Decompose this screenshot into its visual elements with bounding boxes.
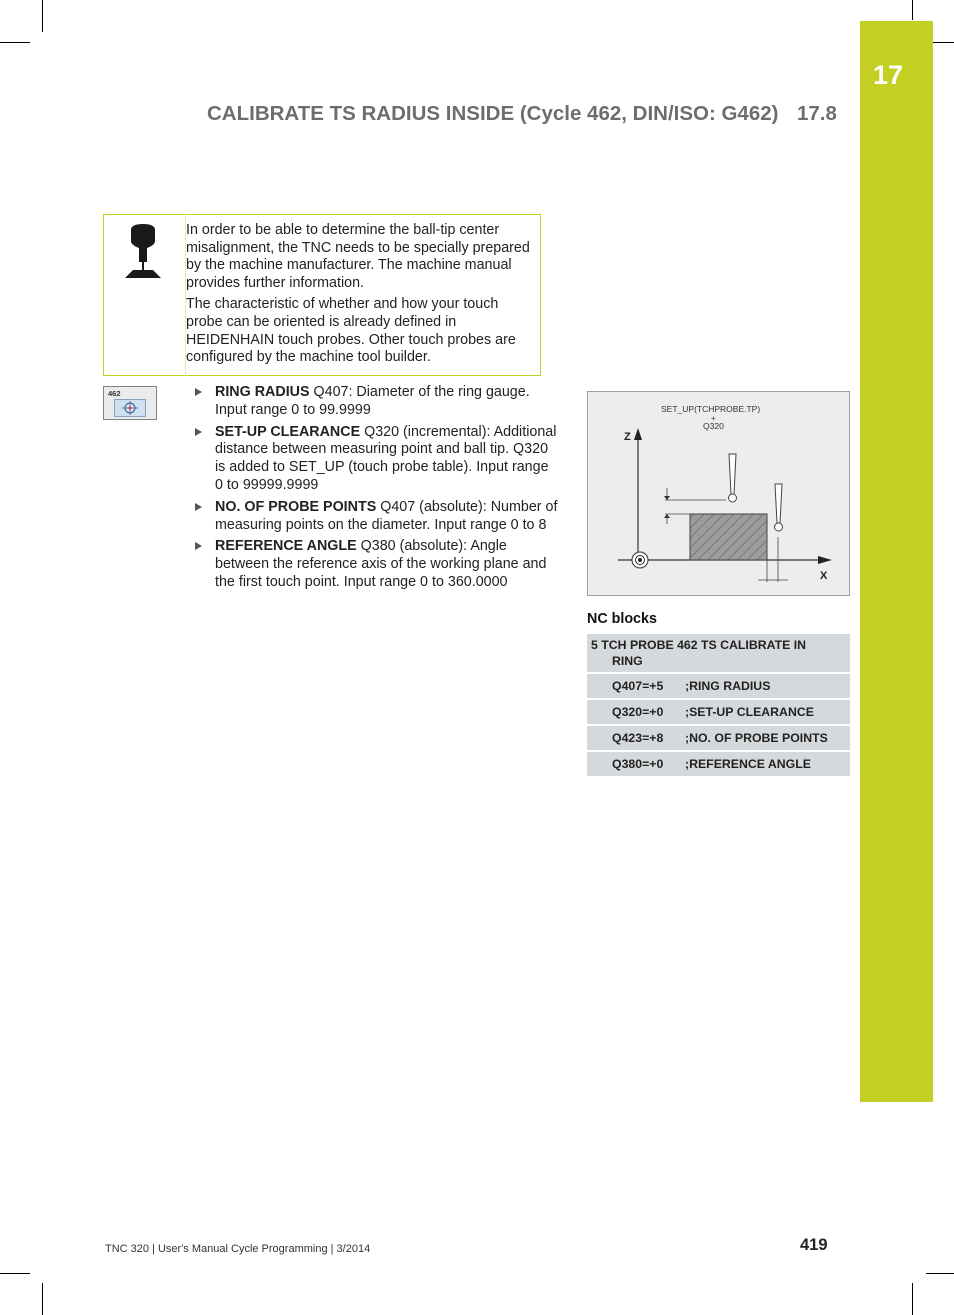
probe-stylus-icon: [775, 484, 782, 523]
note-text: [186, 222, 536, 371]
crop-mark: [912, 1283, 913, 1315]
label-q320: Q320: [703, 421, 724, 431]
page-number: 419: [800, 1236, 828, 1254]
crop-mark: [926, 1273, 954, 1274]
note-icon-column: [103, 214, 186, 376]
table-row: [587, 673, 850, 699]
param-name: REFERENCE ANGLE: [215, 538, 357, 555]
parameter-list: [193, 384, 558, 596]
param-set-up-clearance: [193, 424, 558, 495]
setup-diagram: [587, 391, 850, 596]
param-no-of-probe-points: [193, 499, 558, 535]
nc-line-part: RING: [612, 654, 643, 668]
nc-comment: ;RING RADIUS: [685, 679, 771, 693]
nc-line-part: 5 TCH PROBE 462 TS CALIBRATE IN: [591, 638, 806, 652]
nc-comment: ;NO. OF PROBE POINTS: [685, 731, 828, 745]
nc-code: Q407=+5: [612, 679, 664, 693]
note-paragraph: The characteristic of whether and how your touch probe can be oriented is already defined in HEIDENHAIN touch probes. Other touch probes are configured by the machine tool builder.: [186, 296, 516, 366]
x-axis-arrow: [818, 556, 832, 564]
param-description: Q320 (incremental): Additional distance between measuring point and ball tip. Q320 is added to SET_UP (touch probe table). Input range 0 to 99999.9999: [215, 423, 557, 493]
param-name: RING RADIUS: [215, 384, 310, 400]
param-name: NO. OF PROBE POINTS: [215, 498, 377, 515]
nc-comment: ;REFERENCE ANGLE: [685, 757, 811, 771]
nc-code: Q380=+0: [612, 757, 664, 771]
table-row: [587, 751, 850, 777]
crop-mark: [42, 1283, 43, 1315]
z-axis-label: Z: [624, 431, 631, 443]
nc-code: Q423=+8: [612, 731, 664, 745]
nc-blocks-heading: NC blocks: [587, 611, 657, 627]
label-setup: SET_UP(TCHPROBE.TP): [661, 404, 761, 414]
probe-stylus-icon: [729, 454, 736, 494]
nc-blocks-table: [587, 634, 850, 778]
x-axis-label: X: [820, 570, 828, 582]
note-paragraph: In order to be able to determine the ball-tip center misalignment, the TNC needs to be specially prepared by the machine manufacturer. The machine manual provides further information.: [186, 222, 530, 291]
bullet-arrow-icon: [195, 428, 202, 436]
calibrate-radius-inside-icon: [114, 399, 146, 417]
setup-diagram-svg: [588, 392, 849, 595]
chapter-tab: [860, 21, 933, 1102]
label-plus: +: [711, 414, 716, 423]
param-reference-angle: [193, 538, 558, 591]
machine-note-icon: [103, 214, 186, 376]
param-description: Q407: Diameter of the ring gauge. Input range 0 to 99.9999: [215, 384, 530, 418]
table-row: [587, 699, 850, 725]
param-ring-radius: [193, 384, 558, 420]
footer-text: TNC 320 | User's Manual Cycle Programming | 3/2014: [105, 1243, 371, 1255]
section-number: 17.8: [797, 102, 837, 125]
crop-mark: [0, 42, 30, 43]
table-row: [587, 634, 850, 673]
crop-mark: [912, 0, 913, 20]
bullet-arrow-icon: [195, 503, 202, 511]
crop-mark: [0, 1273, 30, 1274]
bullet-arrow-icon: [195, 542, 202, 550]
softkey-label: 462: [108, 389, 121, 398]
nc-first-line: [587, 634, 850, 673]
ring-gauge: [690, 514, 767, 560]
z-axis-arrow: [634, 428, 642, 440]
cycle-462-softkey[interactable]: [103, 386, 157, 420]
param-description: Q380 (absolute): Angle between the reference axis of the working plane and the first touch point. Input range 0 to 360.0000: [215, 538, 547, 590]
chapter-number: 17: [873, 60, 904, 90]
bullet-arrow-icon: [195, 388, 202, 396]
nc-code: Q320=+0: [612, 705, 664, 719]
table-row: [587, 725, 850, 751]
param-description: Q407 (absolute): Number of measuring points on the diameter. Input range 0 to 8: [215, 498, 558, 533]
param-name: SET-UP CLEARANCE: [215, 423, 361, 440]
page-title: CALIBRATE TS RADIUS INSIDE (Cycle 462, DIN/ISO: G462): [207, 102, 779, 125]
nc-comment: ;SET-UP CLEARANCE: [685, 705, 814, 719]
crop-mark: [42, 0, 43, 32]
